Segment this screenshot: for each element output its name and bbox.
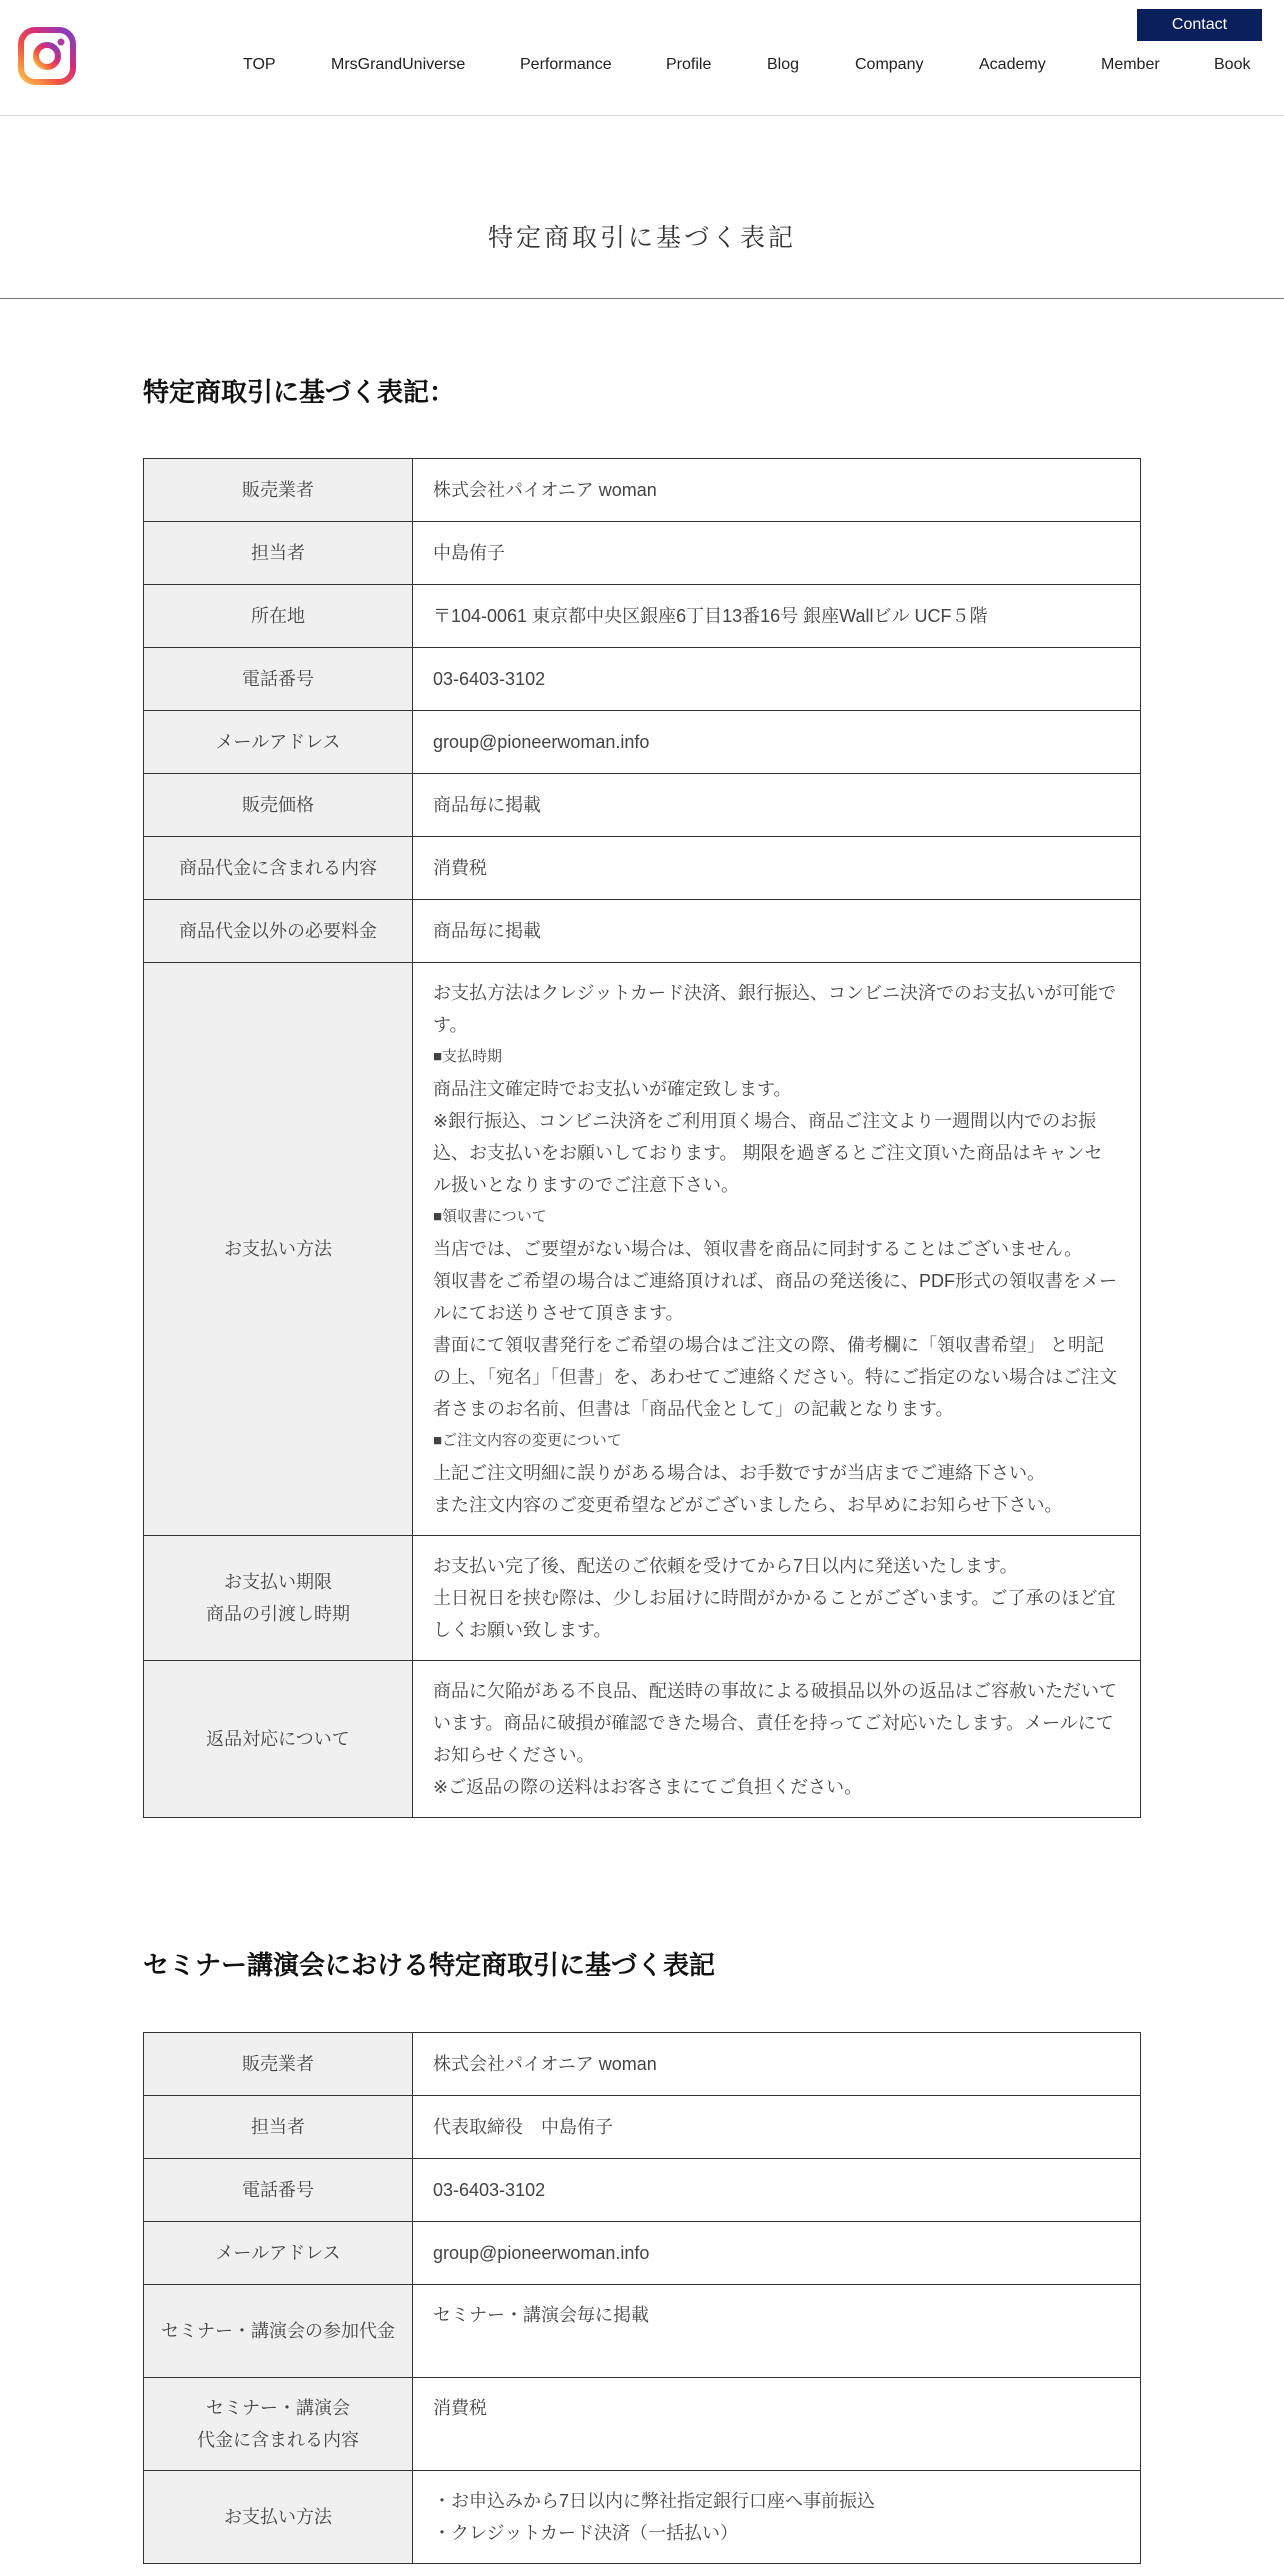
- nav-top[interactable]: TOP: [243, 56, 276, 73]
- table-row: [144, 711, 1141, 774]
- section-title-tokushoho: 特定商取引に基づく表記：: [143, 377, 456, 407]
- page-title: 特定商取引に基づく表記: [487, 224, 796, 252]
- payment-text: ・お申込みから7日以内に弊社指定銀行口座へ事前振込: [433, 2491, 876, 2511]
- payment-text: お支払方法はクレジットカード決済、銀行振込、コンビニ決済でのお支払いが可能です。: [433, 983, 1117, 1035]
- nav-company[interactable]: Company: [855, 56, 924, 73]
- table-row: [144, 2378, 1141, 2471]
- table-row: [144, 900, 1141, 963]
- row-label: 商品代金に含まれる内容: [144, 837, 413, 900]
- table-row: [144, 774, 1141, 837]
- row-label: 電話番号: [144, 2159, 413, 2222]
- row-value: [413, 1536, 1141, 1661]
- payment-text: 当店では、ご要望がない場合は、領収書を商品に同封することはございません。: [433, 1239, 1083, 1259]
- delivery-text: お支払い完了後、配送のご依頼を受けてから7日以内に発送いたします。: [433, 1556, 1018, 1576]
- row-value: 代表取締役 中島侑子: [413, 2096, 1141, 2159]
- row-value: 03-6403-3102: [413, 2159, 1141, 2222]
- row-value: [413, 1661, 1141, 1818]
- contact-button[interactable]: Contact: [1137, 9, 1262, 41]
- table-row: [144, 2285, 1141, 2378]
- payment-subheading: ■領収書について: [433, 1208, 547, 1225]
- row-label: 販売業者: [144, 2033, 413, 2096]
- instagram-icon[interactable]: [18, 27, 76, 85]
- table-row: [144, 648, 1141, 711]
- table-row: [144, 459, 1141, 522]
- table-row: [144, 2222, 1141, 2285]
- row-value: 株式会社パイオニア woman: [413, 2033, 1141, 2096]
- row-label: [144, 1536, 413, 1661]
- nav-mrsgranduniverse[interactable]: MrsGrandUniverse: [331, 56, 466, 73]
- table-row: [144, 2159, 1141, 2222]
- row-value: 中島侑子: [413, 522, 1141, 585]
- nav-blog[interactable]: Blog: [767, 56, 800, 73]
- tokushoho-table: [143, 458, 1141, 1818]
- table-row: [144, 1661, 1141, 1818]
- table-row: [144, 2096, 1141, 2159]
- row-label: 販売価格: [144, 774, 413, 837]
- returns-text: 商品に欠陥がある不良品、配送時の事故による破損品以外の返品はご容赦いただいています。商品に破損が確認できた場合、責任を持ってご対応いたします。メールにてお知らせください。: [433, 1681, 1117, 1765]
- row-label: 返品対応について: [144, 1661, 413, 1818]
- row-value: 消費税: [413, 2378, 1141, 2471]
- table-row: [144, 963, 1141, 1536]
- nav-member[interactable]: Member: [1101, 56, 1160, 73]
- table-row: [144, 2471, 1141, 2564]
- row-label: 電話番号: [144, 648, 413, 711]
- row-label: 商品代金以外の必要料金: [144, 900, 413, 963]
- label-line: 代金に含まれる内容: [197, 2430, 359, 2450]
- row-label: 担当者: [144, 522, 413, 585]
- payment-subheading: ■支払時期: [433, 1048, 503, 1065]
- row-value: [413, 2471, 1141, 2564]
- label-line: お支払い期限: [224, 1572, 332, 1592]
- payment-text: ※銀行振込、コンビニ決済をご利用頂く場合、商品ご注文より一週間以内でのお振込、お支払いをお願いしております。 期限を過ぎるとご注文頂いた商品はキャンセル扱いとなりますのでご注意下さい。: [433, 1111, 1103, 1195]
- nav-profile[interactable]: Profile: [666, 56, 712, 73]
- row-label: お支払い方法: [144, 2471, 413, 2564]
- row-value: 商品毎に掲載: [413, 774, 1141, 837]
- payment-text: また注文内容のご変更希望などがございましたら、お早めにお知らせ下さい。: [433, 1495, 1063, 1515]
- payment-text: 領収書をご希望の場合はご連絡頂ければ、商品の発送後に、PDF形式の領収書をメールにてお送りさせて頂きます。: [433, 1271, 1117, 1323]
- row-value: [413, 963, 1141, 1536]
- row-value: 〒104-0061 東京都中央区銀座6丁目13番16号 銀座Wallビル UCF５階: [413, 585, 1141, 648]
- nav-academy[interactable]: Academy: [979, 56, 1046, 73]
- table-row: [144, 522, 1141, 585]
- nav-book[interactable]: Book: [1214, 56, 1251, 73]
- label-line: 商品の引渡し時期: [206, 1604, 350, 1624]
- payment-text: 商品注文確定時でお支払いが確定致します。: [433, 1079, 792, 1099]
- row-label: 販売業者: [144, 459, 413, 522]
- payment-text: 上記ご注文明細に誤りがある場合は、お手数ですが当店までご連絡下さい。: [433, 1463, 1045, 1483]
- divider: [0, 298, 1284, 299]
- site-header: [0, 0, 1284, 116]
- row-label: 所在地: [144, 585, 413, 648]
- row-label: メールアドレス: [144, 711, 413, 774]
- section-title-seminar: セミナー講演会における特定商取引に基づく表記: [143, 1950, 716, 1980]
- payment-text: 書面にて領収書発行をご希望の場合はご注文の際、備考欄に「領収書希望」 と明記の上、「宛名」「但書」を、あわせてご連絡ください。特にご指定のない場合はご注文者さまのお名前、但書は「商品代金として」の記載となります。: [433, 1335, 1117, 1419]
- payment-text: ・クレジットカード決済（一括払い）: [433, 2523, 739, 2543]
- seminar-table: [143, 2032, 1141, 2564]
- table-row: [144, 1536, 1141, 1661]
- label-line: セミナー・講演会: [206, 2398, 350, 2418]
- delivery-text: 土日祝日を挟む際は、少しお届けに時間がかかることがございます。ご了承のほど宜しくお願い致します。: [433, 1588, 1116, 1640]
- row-label: セミナー・講演会の参加代金: [144, 2285, 413, 2378]
- returns-text: ※ご返品の際の送料はお客さまにてご負担ください。: [433, 1777, 863, 1797]
- table-row: [144, 585, 1141, 648]
- row-value: 03-6403-3102: [413, 648, 1141, 711]
- row-label: 担当者: [144, 2096, 413, 2159]
- row-label: メールアドレス: [144, 2222, 413, 2285]
- row-value: group@pioneerwoman.info: [413, 2222, 1141, 2285]
- table-row: [144, 837, 1141, 900]
- row-value: 商品毎に掲載: [413, 900, 1141, 963]
- row-value: 株式会社パイオニア woman: [413, 459, 1141, 522]
- payment-subheading: ■ご注文内容の変更について: [433, 1432, 622, 1449]
- row-value: 消費税: [413, 837, 1141, 900]
- row-value: セミナー・講演会毎に掲載: [413, 2285, 1141, 2378]
- nav-performance[interactable]: Performance: [520, 56, 612, 73]
- row-value: group@pioneerwoman.info: [413, 711, 1141, 774]
- row-label: お支払い方法: [144, 963, 413, 1536]
- table-row: [144, 2033, 1141, 2096]
- row-label: [144, 2378, 413, 2471]
